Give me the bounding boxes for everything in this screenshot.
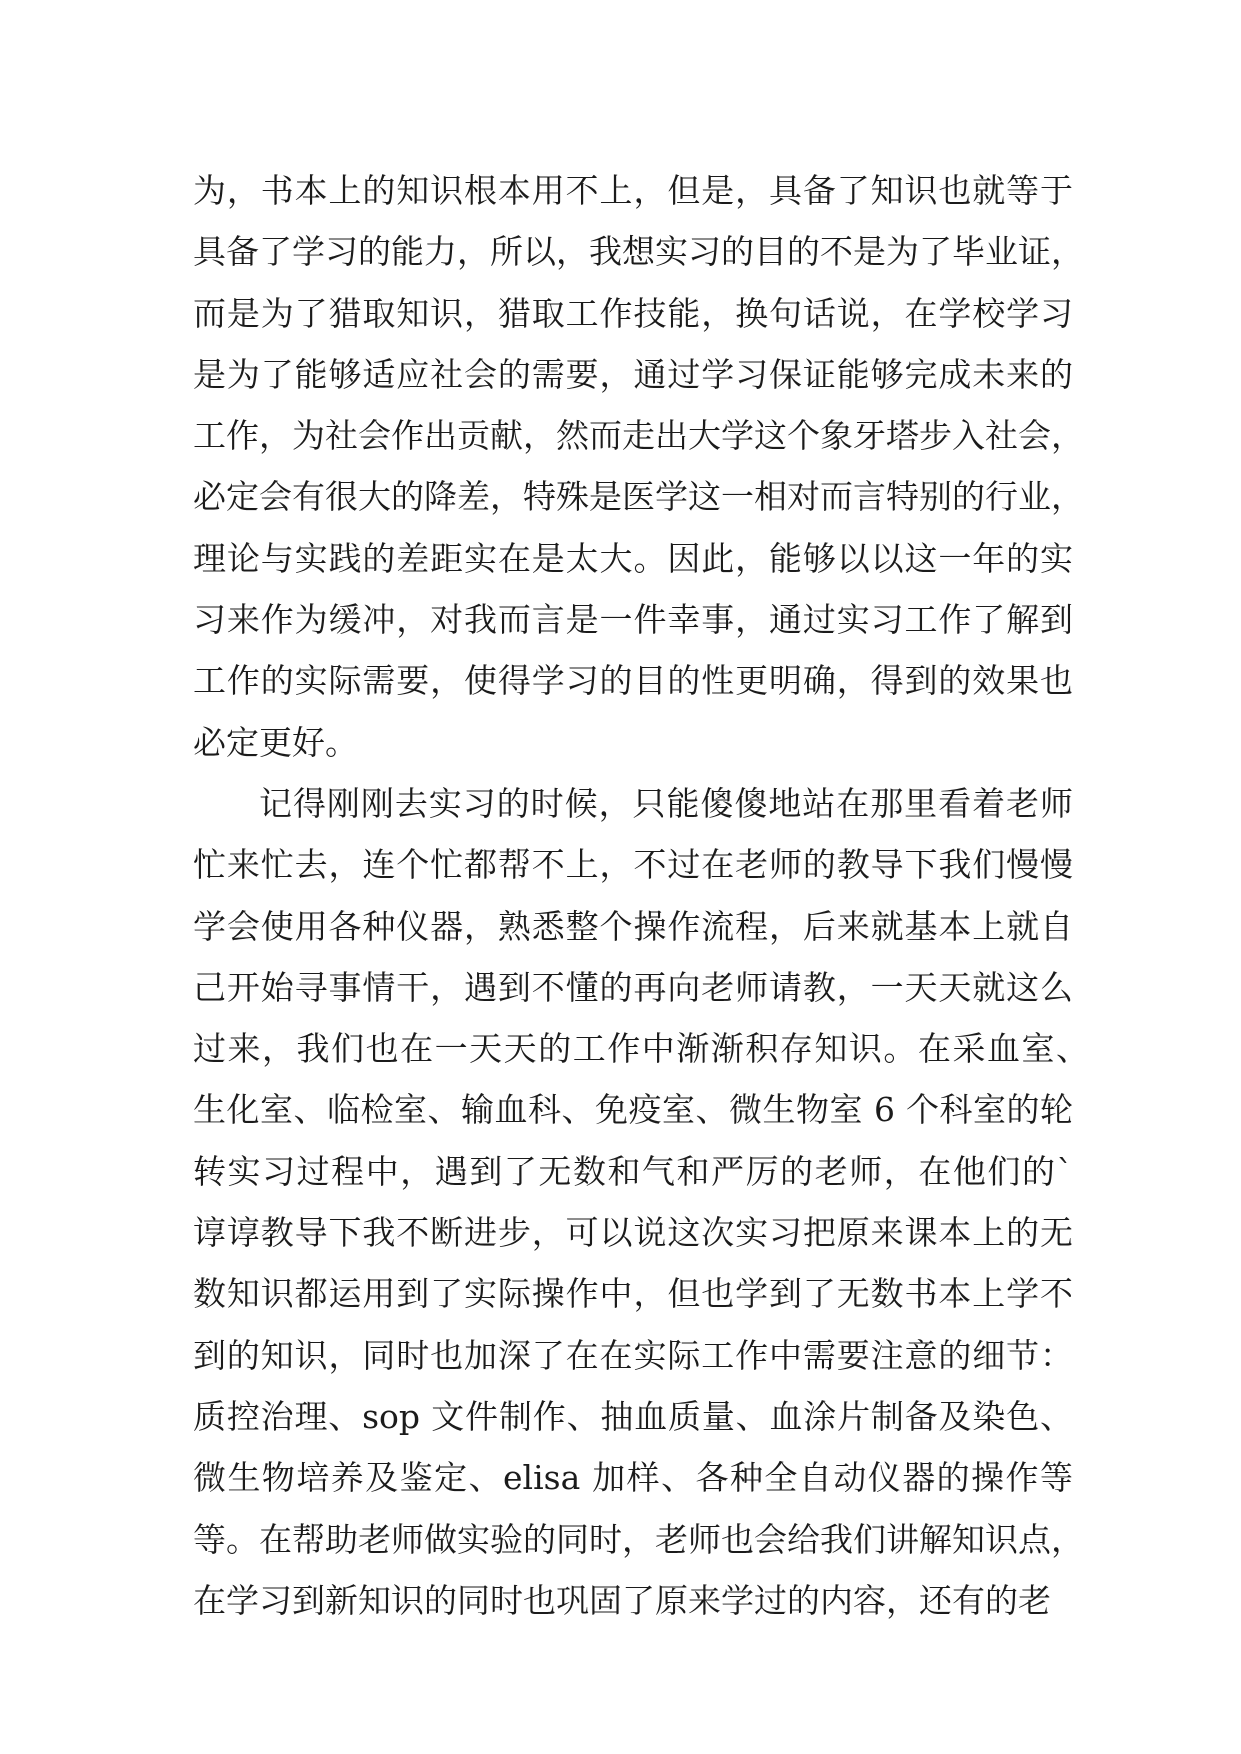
text-line: 是为了能够适应社会的需要，通过学习保证能够完成未来的 xyxy=(193,354,1073,394)
text-line: 在学习到新知识的同时也巩固了原来学过的内容，还有的老 xyxy=(193,1580,1051,1620)
text-line: 具备了学习的能力，所以，我想实习的目的不是为了毕业证， xyxy=(193,232,1084,272)
text-line: 习来作为缓冲，对我而言是一件幸事，通过实习工作了解到 xyxy=(193,600,1073,640)
text-line: 工作，为社会作出贡献，然而走出大学这个象牙塔步入社会， xyxy=(193,416,1084,456)
text-line: 己开始寻事情干，遇到不懂的再向老师请教，一天天就这么 xyxy=(193,967,1073,1007)
text-line: 忙来忙去，连个忙都帮不上，不过在老师的教导下我们慢慢 xyxy=(193,845,1073,885)
text-line: 而是为了猎取知识，猎取工作技能，换句话说，在学校学习 xyxy=(193,293,1073,333)
text-line: 质控治理、sop 文件制作、抽血质量、血涂片制备及染色、 xyxy=(193,1396,1073,1436)
text-line: 理论与实践的差距实在是太大。因此，能够以以这一年的实 xyxy=(193,538,1073,578)
text-line: 到的知识，同时也加深了在在实际工作中需要注意的细节： xyxy=(193,1335,1073,1375)
text-line: 必定会有很大的降差，特殊是医学这一相对而言特别的行业， xyxy=(193,477,1084,517)
text-line: 生化室、临检室、输血科、免疫室、微生物室 6 个科室的轮 xyxy=(193,1090,1073,1130)
text-line: 必定更好。 xyxy=(193,722,358,762)
text-line: 为，书本上的知识根本用不上，但是，具备了知识也就等于 xyxy=(193,171,1073,210)
text-line: 谆谆教导下我不断进步，可以说这次实习把原来课本上的无 xyxy=(193,1213,1073,1253)
paragraph-1 xyxy=(193,160,1084,773)
text-line: 微生物培养及鉴定、elisa 加样、各种全自动仪器的操作等 xyxy=(193,1458,1073,1498)
paragraph-2 xyxy=(193,773,1089,1631)
text-line: 数知识都运用到了实际操作中，但也学到了无数书本上学不 xyxy=(193,1274,1073,1314)
text-line: 等。在帮助老师做实验的同时，老师也会给我们讲解知识点， xyxy=(193,1519,1084,1559)
body-text xyxy=(193,160,1089,1631)
text-line: 过来，我们也在一天天的工作中渐渐积存知识。在采血室、 xyxy=(193,1029,1089,1069)
text-line: 记得刚刚去实习的时候，只能傻傻地站在那里看着老师 xyxy=(259,783,1073,823)
text-line: 学会使用各种仪器，熟悉整个操作流程，后来就基本上就自 xyxy=(193,906,1073,946)
text-line: 工作的实际需要，使得学习的目的性更明确，得到的效果也 xyxy=(193,661,1073,701)
text-line: 转实习过程中，遇到了无数和气和严厉的老师，在他们的` xyxy=(193,1151,1073,1191)
